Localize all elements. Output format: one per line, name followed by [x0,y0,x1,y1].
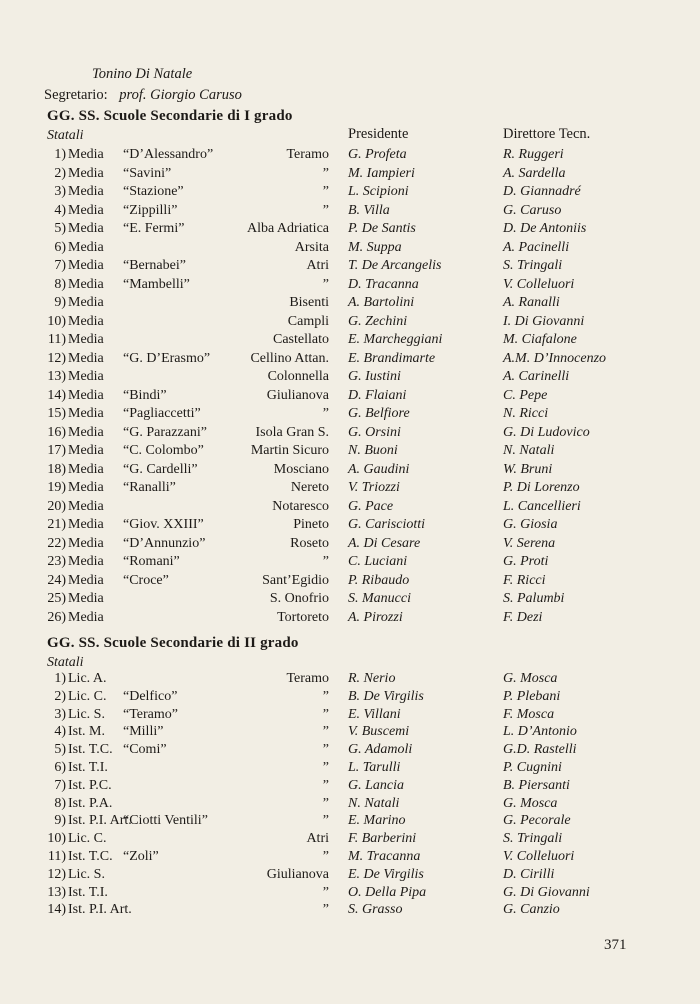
row-number: 11) [47,332,66,347]
presidente-name: A. Bartolini [348,295,415,310]
section1-subtitle: Statali [47,128,84,143]
section1-title: GG. SS. Scuole Secondarie di I grado [47,108,293,124]
school-type: Lic. C. [68,688,107,704]
school-type: Ist. P.A. [68,795,113,811]
school-type: Media [68,258,104,273]
direttore-name: F. Mosca [503,706,555,722]
school-place: Giulianova [266,866,329,882]
school-type: Lic. S. [68,866,105,882]
header-name: Tonino Di Natale [92,66,193,82]
school-type: Media [68,369,104,384]
school-type: Media [68,517,104,532]
school-place: Sant’Egidio [262,572,329,588]
school-name: “Ranalli” [123,480,176,495]
row-number: 9) [54,813,66,829]
school-type: Media [68,609,104,625]
row-number: 19) [47,480,66,495]
school-type: Media [68,184,104,199]
presidente-name: G. Zechini [348,313,408,329]
school-place: ” [322,406,329,421]
row-number: 8) [54,795,66,811]
presidente-name: G. Pace [348,498,394,514]
presidente-name: S. Manucci [348,591,411,606]
row-number: 23) [47,554,66,569]
table-row [0,848,700,866]
row-number: 25) [47,591,66,606]
school-place: Castellato [273,332,329,347]
school-place: Colonnella [267,369,329,384]
direttore-name: S. Tringali [503,258,563,273]
table-row [0,220,700,238]
school-name: “C. Colombo” [123,443,204,458]
row-number: 12) [47,866,66,882]
table-row [0,257,700,275]
table-row [0,442,700,460]
table-row [0,572,700,590]
school-type: Lic. C. [68,831,107,847]
table-row [0,479,700,497]
school-name: “Pagliaccetti” [123,406,201,421]
direttore-name: P. Cugnini [503,760,562,775]
school-name: “Ciotti Ventili” [123,813,208,829]
presidente-name: G. Iustini [348,369,401,384]
school-place: ” [322,706,329,722]
school-name: “D’Annunzio” [123,535,206,551]
table-row [0,884,700,902]
row-number: 10) [47,831,66,847]
school-type: Media [68,554,104,569]
school-name: “Zoli” [123,849,159,864]
table-row [0,331,700,349]
presidente-name: V. Triozzi [348,480,400,495]
presidente-name: P. Ribaudo [348,572,410,588]
row-number: 7) [54,777,66,793]
presidente-name: E. Brandimarte [348,350,436,366]
presidente-name: A. Pirozzi [348,609,403,625]
direttore-name: M. Ciafalone [503,332,577,347]
school-place: Martin Sicuro [250,443,329,458]
school-type: Lic. A. [68,671,107,686]
presidente-name: G. Lancia [348,777,404,793]
table-row [0,461,700,479]
school-name: “G. D’Erasmo” [123,350,211,366]
school-type: Media [68,406,104,421]
row-number: 9) [54,295,66,310]
table-row [0,146,700,164]
presidente-name: A. Di Cesare [348,535,421,551]
row-number: 7) [54,258,66,273]
page-number: 371 [604,937,627,953]
school-name: “Giov. XXIII” [123,517,204,532]
row-number: 12) [47,350,66,366]
presidente-name: M. Iampieri [348,165,415,181]
school-type: Media [68,424,104,440]
school-place: Arsita [294,239,329,255]
school-type: Media [68,239,104,255]
section2-title: GG. SS. Scuole Secondarie di II grado [47,635,299,651]
direttore-name: G. Mosca [503,795,558,811]
presidente-name: G. Belfiore [348,406,410,421]
direttore-name: N. Natali [503,443,555,458]
row-number: 21) [47,517,66,532]
school-name: “Mambelli” [123,276,190,292]
direttore-name: S. Tringali [503,831,563,847]
table-row [0,239,700,257]
school-type: Media [68,461,104,477]
row-number: 13) [47,369,66,384]
presidente-name: E. Marcheggiani [348,332,443,347]
school-type: Media [68,221,104,236]
school-type: Media [68,165,104,181]
presidente-name: G. Profeta [348,147,407,162]
table-row [0,165,700,183]
row-number: 13) [47,884,66,900]
direttore-name: R. Ruggeri [503,147,564,162]
school-type: Media [68,332,104,347]
row-number: 26) [47,609,66,625]
direttore-name: G. Proti [503,554,549,569]
school-type: Ist. T.I. [68,760,108,775]
direttore-name: G. Giosia [503,517,558,532]
row-number: 5) [54,221,66,236]
col-presidente: Presidente [348,126,409,142]
table-row [0,759,700,777]
school-place: Atri [306,831,329,847]
school-type: Media [68,202,104,218]
school-name: “Zippilli” [123,202,178,218]
direttore-name: N. Ricci [503,406,549,421]
school-place: ” [322,554,329,569]
table-row [0,405,700,423]
direttore-name: C. Pepe [503,387,548,403]
table-row [0,795,700,813]
presidente-name: G. Carisciotti [348,517,426,532]
direttore-name: G. Di Ludovico [503,424,590,440]
row-number: 6) [54,239,66,255]
school-place: ” [322,724,329,740]
presidente-name: F. Barberini [348,831,417,847]
presidente-name: M. Suppa [348,239,402,255]
school-place: ” [322,165,329,181]
table-row [0,706,700,724]
school-place: Cellino Attan. [250,350,329,366]
direttore-name: G.D. Rastelli [503,742,577,758]
row-number: 8) [54,276,66,292]
table-row [0,498,700,516]
presidente-name: N. Natali [348,795,400,811]
table-row [0,777,700,795]
presidente-name: B. Villa [348,202,390,218]
presidente-name: D. Flaiani [348,387,407,403]
table-row [0,535,700,553]
table-row [0,294,700,312]
table-row [0,830,700,848]
school-type: Media [68,387,104,403]
table-row [0,741,700,759]
direttore-name: D. Giannadré [503,184,581,199]
table-row [0,590,700,608]
direttore-name: G. Di Giovanni [503,884,590,900]
school-place: S. Onofrio [269,591,329,606]
school-name: “Teramo” [123,706,178,722]
presidente-name: A. Gaudini [348,461,410,477]
table-row [0,553,700,571]
school-name: “Romani” [123,554,180,569]
school-type: Ist. P.C. [68,777,112,793]
school-place: ” [322,184,329,199]
presidente-name: L. Scipioni [348,184,409,199]
direttore-name: A.M. D’Innocenzo [503,350,607,366]
presidente-name: O. Della Pipa [348,884,427,900]
school-type: Ist. T.C. [68,849,113,864]
school-place: Teramo [286,147,329,162]
direttore-name: A. Ranalli [503,295,560,310]
school-type: Media [68,443,104,458]
presidente-name: C. Luciani [348,554,408,569]
direttore-name: B. Piersanti [503,777,570,793]
row-number: 10) [47,313,66,329]
school-name: “D’Alessandro” [123,147,214,162]
row-number: 15) [47,406,66,421]
school-type: Media [68,276,104,292]
row-number: 17) [47,443,66,458]
school-type: Media [68,147,104,162]
school-place: Campli [287,313,329,329]
table-row [0,901,700,919]
presidente-name: G. Orsini [348,424,401,440]
direttore-name: S. Palumbi [503,591,565,606]
row-number: 14) [47,387,66,403]
direttore-name: F. Dezi [503,609,543,625]
col-direttore: Direttore Tecn. [503,126,591,142]
school-type: Ist. P.I. Art. [68,813,132,829]
presidente-name: R. Nerio [348,671,396,686]
school-name: “E. Fermi” [123,221,185,236]
table-row [0,202,700,220]
school-place: ” [322,742,329,758]
presidente-name: M. Tracanna [348,849,421,864]
school-place: Mosciano [273,461,329,477]
presidente-name: D. Tracanna [348,276,419,292]
row-number: 6) [54,760,66,775]
direttore-name: L. Cancellieri [503,498,581,514]
school-place: ” [322,760,329,775]
row-number: 16) [47,424,66,440]
row-number: 14) [47,902,66,918]
school-type: Ist. P.I. Art. [68,902,132,918]
secretary-line [44,87,242,104]
presidente-name: P. De Santis [348,221,416,236]
table-row [0,812,700,830]
table-row [0,688,700,706]
school-place: Tortoreto [277,609,329,625]
row-number: 18) [47,461,66,477]
row-number: 22) [47,535,66,551]
table-row [0,866,700,884]
school-place: ” [322,884,329,900]
school-place: ” [322,202,329,218]
presidente-name: T. De Arcangelis [348,258,442,273]
school-place: Giulianova [266,387,329,403]
direttore-name: G. Caruso [503,202,562,218]
school-type: Ist. T.C. [68,742,113,758]
row-number: 3) [54,706,66,722]
school-place: Teramo [286,671,329,686]
school-name: “Savini” [123,165,172,181]
direttore-name: D. Cirilli [503,866,555,882]
school-place: Pineto [293,517,329,532]
table-row [0,670,700,688]
school-name: “Delfico” [123,688,178,704]
row-number: 24) [47,572,66,588]
school-type: Media [68,498,104,514]
direttore-name: A. Sardella [503,165,566,181]
direttore-name: V. Colleluori [503,849,575,864]
school-type: Ist. M. [68,724,105,740]
school-place: ” [322,813,329,829]
presidente-name: L. Tarulli [348,760,401,775]
row-number: 11) [47,849,66,864]
table-row [0,276,700,294]
table-row [0,183,700,201]
table-row [0,387,700,405]
presidente-name: N. Buoni [348,443,398,458]
section2-subtitle: Statali [47,655,84,670]
direttore-name: W. Bruni [503,461,553,477]
row-number: 4) [54,724,66,740]
school-place: ” [322,849,329,864]
presidente-name: E. De Virgilis [348,866,424,882]
row-number: 3) [54,184,66,199]
school-place: Nereto [290,480,329,495]
school-type: Ist. T.I. [68,884,108,900]
row-number: 1) [54,147,66,162]
school-place: Notaresco [272,498,329,514]
school-place: Isola Gran S. [255,424,329,440]
secretary-value: prof. Giorgio Caruso [119,87,242,103]
table-row [0,516,700,534]
school-type: Media [68,350,104,366]
direttore-name: P. Di Lorenzo [503,480,580,495]
school-place: Alba Adriatica [246,221,329,236]
school-place: Atri [306,258,329,273]
row-number: 2) [54,688,66,704]
school-place: ” [322,795,329,811]
direttore-name: D. De Antoniis [503,221,587,236]
school-place: ” [322,688,329,704]
school-name: “Stazione” [123,184,184,199]
school-type: Media [68,535,104,551]
direttore-name: A. Carinelli [503,369,570,384]
school-type: Media [68,591,104,606]
direttore-name: A. Pacinelli [503,239,570,255]
table-row [0,313,700,331]
school-type: Media [68,313,104,329]
row-number: 5) [54,742,66,758]
school-name: “Bindi” [123,387,167,403]
presidente-name: S. Grasso [348,902,403,918]
presidente-name: E. Marino [348,813,406,829]
row-number: 4) [54,202,66,218]
school-name: “Bernabei” [123,258,186,273]
school-place: ” [322,276,329,292]
direttore-name: L. D’Antonio [503,724,577,740]
school-place: ” [322,777,329,793]
direttore-name: V. Serena [503,535,556,551]
secretary-label: Segretario: [44,87,108,103]
school-place: Bisenti [289,295,329,310]
direttore-name: G. Mosca [503,671,558,686]
direttore-name: G. Canzio [503,902,560,918]
row-number: 2) [54,165,66,181]
school-type: Lic. S. [68,706,105,722]
presidente-name: G. Adamoli [348,742,413,758]
direttore-name: I. Di Giovanni [503,313,585,329]
school-name: “Croce” [123,572,169,588]
row-number: 1) [54,671,66,686]
direttore-name: P. Plebani [503,688,561,704]
school-name: “Comi” [123,742,167,758]
presidente-name: V. Buscemi [348,724,410,740]
school-type: Media [68,572,104,588]
direttore-name: F. Ricci [503,572,546,588]
school-place: ” [322,902,329,918]
school-type: Media [68,480,104,495]
table-row [0,609,700,627]
direttore-name: G. Pecorale [503,813,571,829]
row-number: 20) [47,498,66,514]
direttore-name: V. Colleluori [503,276,575,292]
presidente-name: B. De Virgilis [348,688,424,704]
school-place: Roseto [290,535,329,551]
school-name: “G. Cardelli” [123,461,198,477]
table-row [0,723,700,741]
table-row [0,350,700,368]
school-name: “Milli” [123,724,164,740]
presidente-name: E. Villani [348,706,401,722]
school-type: Media [68,295,104,310]
table-row [0,368,700,386]
table-row [0,424,700,442]
school-name: “G. Parazzani” [123,424,207,440]
